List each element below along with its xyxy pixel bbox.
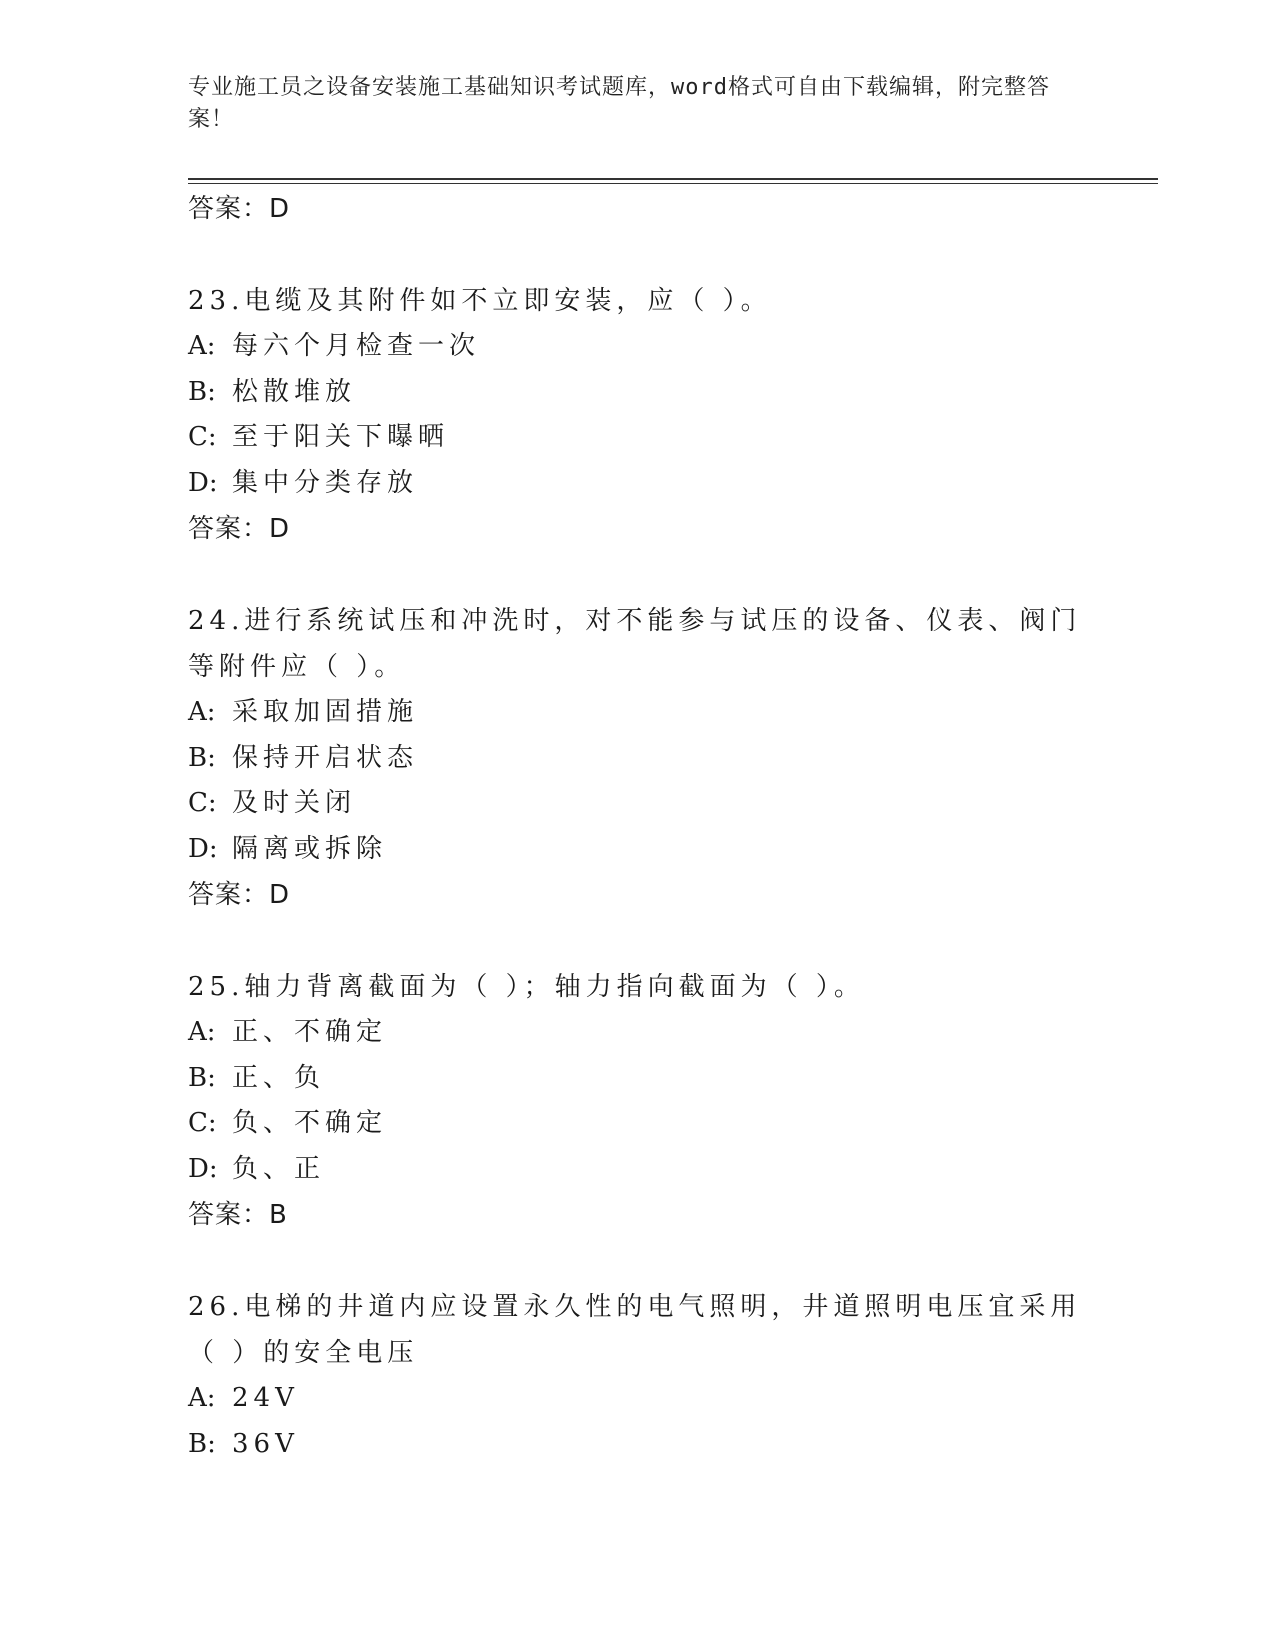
- option-a: [188, 1010, 1088, 1056]
- option-d: [188, 827, 1088, 873]
- option-letter: B:: [188, 376, 216, 407]
- answer-line: 答案：B: [188, 1200, 288, 1230]
- option-letter: A:: [188, 1017, 216, 1047]
- option-a: [188, 1376, 1088, 1422]
- option-letter: A:: [188, 1383, 216, 1413]
- option-text: 每六个月检查一次: [232, 331, 481, 361]
- spacer: [188, 552, 1088, 598]
- option-text: 负、不确定: [232, 1108, 388, 1138]
- option-text: 松散堆放: [232, 376, 357, 407]
- option-letter: A:: [188, 331, 216, 361]
- option-letter: D:: [188, 833, 218, 864]
- option-a: [188, 690, 1088, 736]
- option-letter: B:: [188, 742, 216, 773]
- option-text: 隔离或拆除: [232, 833, 388, 864]
- option-text: 负、正: [232, 1153, 326, 1184]
- option-b: [188, 736, 1088, 782]
- option-c: [188, 1101, 1088, 1147]
- option-text: 正、负: [232, 1062, 326, 1093]
- document-header: 专业施工员之设备安装施工基础知识考试题库，word格式可自由下载编辑，附完整答案！: [188, 75, 1050, 132]
- option-b: [188, 370, 1088, 416]
- spacer: [188, 1238, 1088, 1284]
- question-text: 23.电缆及其附件如不立即安装，应（ ）。: [188, 286, 772, 316]
- option-text: 36V: [232, 1428, 299, 1459]
- question-block: [188, 598, 1088, 918]
- option-d: [188, 1147, 1088, 1193]
- question-list: [188, 186, 1088, 1467]
- question-text: 26.电梯的井道内应设置永久性的电气照明，井道照明电压宜采用（ ）的安全电压: [188, 1292, 1082, 1368]
- option-letter: C:: [188, 788, 217, 818]
- option-text: 及时关闭: [232, 788, 357, 818]
- question-block: [188, 1284, 1088, 1467]
- answer-line: 答案：D: [188, 194, 291, 224]
- question-text: 25.轴力背离截面为（ ）；轴力指向截面为（ ）。: [188, 972, 865, 1002]
- answer-line: 答案：D: [188, 514, 291, 544]
- option-letter: C:: [188, 422, 217, 452]
- question-text: 24.进行系统试压和冲洗时，对不能参与试压的设备、仪表、阀门等附件应（ ）。: [188, 606, 1082, 682]
- option-b: [188, 1422, 1088, 1468]
- option-text: 正、不确定: [232, 1017, 388, 1047]
- option-letter: C:: [188, 1108, 217, 1138]
- option-letter: A:: [188, 697, 216, 727]
- option-text: 24V: [232, 1383, 299, 1413]
- header-rule-thin: [188, 183, 1158, 184]
- option-text: 采取加固措施: [232, 697, 419, 727]
- option-text: 保持开启状态: [232, 742, 419, 773]
- option-c: [188, 781, 1088, 827]
- option-text: 集中分类存放: [232, 467, 419, 498]
- option-d: [188, 461, 1088, 507]
- question-block: [188, 278, 1088, 552]
- option-b: [188, 1056, 1088, 1102]
- option-letter: B:: [188, 1062, 216, 1093]
- option-text: 至于阳关下曝晒: [232, 422, 450, 452]
- spacer: [188, 918, 1088, 964]
- option-letter: D:: [188, 467, 218, 498]
- option-c: [188, 415, 1088, 461]
- option-letter: B:: [188, 1428, 216, 1459]
- spacer: [188, 232, 1088, 278]
- option-letter: D:: [188, 1153, 218, 1184]
- answer-line: 答案：D: [188, 880, 291, 910]
- question-block: [188, 964, 1088, 1238]
- option-a: [188, 324, 1088, 370]
- header-rule-thick: [188, 178, 1158, 180]
